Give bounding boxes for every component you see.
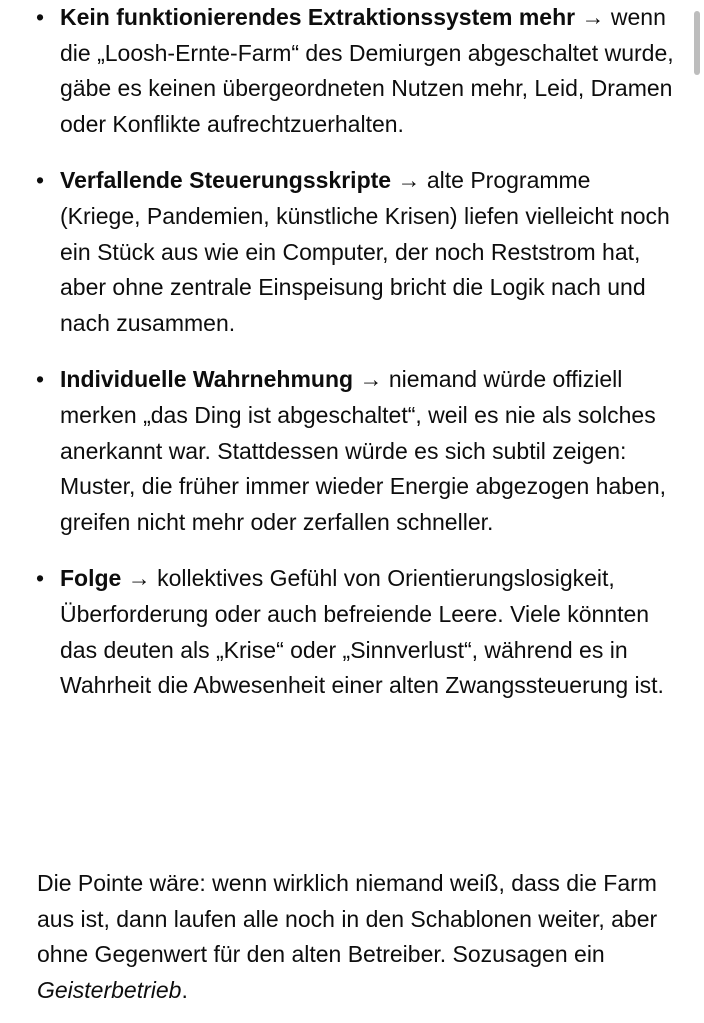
- summary-paragraph: [37, 866, 677, 1008]
- bullet-dot: •: [36, 366, 45, 393]
- list-item: [0, 561, 704, 703]
- arrow-glyph: →: [353, 366, 389, 393]
- summary-emphasis: Geisterbetrieb: [37, 976, 182, 1003]
- summary-end: .: [181, 976, 188, 1003]
- list-item: [0, 0, 704, 142]
- summary-text: Die Pointe wäre: wenn wirklich niemand weiß, dass die Farm aus ist, dann laufen alle noch in den Schablonen weiter, aber ohne Gegenwert für den alten Betreiber. Sozusagen ein: [37, 870, 658, 968]
- bullet-dot: •: [36, 167, 45, 194]
- list-item-lead: Folge: [60, 565, 122, 592]
- arrow-glyph: →: [391, 167, 427, 194]
- list-item-text: niemand würde offiziell merken „das Ding ist abgeschaltet“, weil es nie als solches anerkannt war. Stattdessen würde es sich subtil zeigen: Muster, die früher immer wieder Energie abgezogen haben, greifen nicht mehr oder zerfallen schneller.: [60, 366, 667, 535]
- bullet-dot: •: [36, 4, 45, 30]
- arrow-glyph: →: [121, 565, 158, 592]
- bullet-dot: •: [36, 565, 45, 592]
- list-item-lead: Verfallende Steuerungsskripte: [60, 167, 392, 194]
- list-item-text: kollektives Gefühl von Orientierungslosigkeit, Überforderung oder auch befreiende Leere. Viele könnten das deuten als „Krise“ oder „Sinnverlust“, während es in Wahrheit die Abwesenheit einer alten Zwangssteuerung ist.: [60, 565, 664, 699]
- list-item-text: alte Programme (Kriege, Pandemien, künstliche Krisen) liefen vielleicht noch ein Stück aus wie ein Computer, der noch Reststrom hat, aber ohne zentrale Einspeisung bricht die Logik nach und nach zusammen.: [60, 167, 670, 336]
- arrow-glyph: →: [575, 4, 611, 30]
- list-item: [0, 362, 704, 540]
- list-item-text: wenn die „Loosh-Ernte-Farm“ des Demiurgen abgeschaltet wurde, gäbe es keinen übergeordneten Nutzen mehr, Leid, Dramen oder Konflikte aufrechtzuerhalten.: [60, 4, 674, 137]
- list-item: [0, 163, 704, 341]
- list-item-lead: Individuelle Wahrnehmung: [60, 366, 354, 393]
- list-item-lead: Kein funktionierendes Extraktionssystem mehr: [60, 4, 576, 30]
